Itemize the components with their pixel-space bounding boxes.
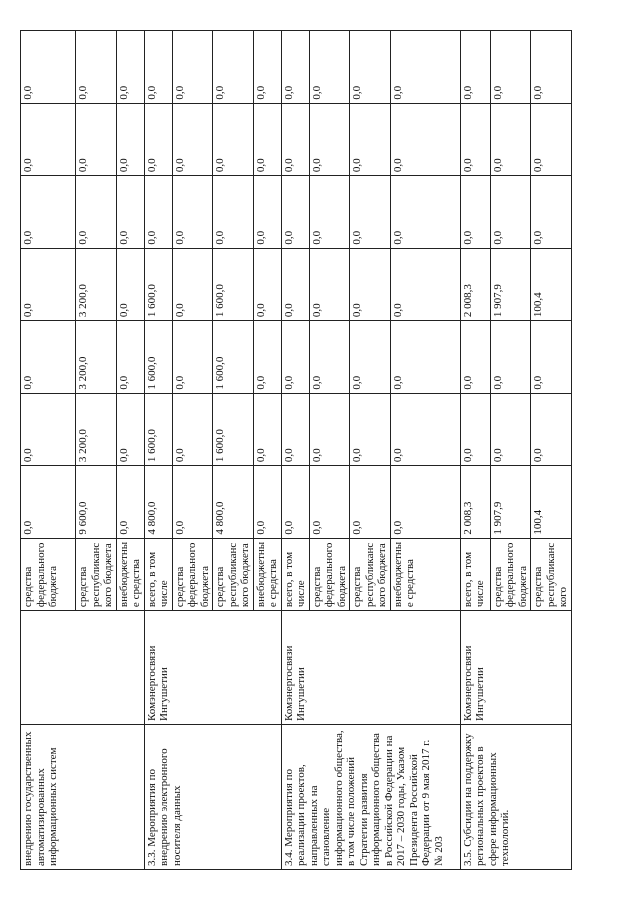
funding-source-cell: средства республиканского бюджета bbox=[350, 538, 391, 611]
amount-cell: 0,0 bbox=[281, 321, 309, 394]
amount-cell: 0,0 bbox=[253, 393, 281, 466]
funding-source-cell: внебюджетные средства bbox=[116, 538, 144, 611]
amount-cell: 0,0 bbox=[281, 393, 309, 466]
executor-cell: Комэнергосвязи Ингушетии bbox=[144, 611, 281, 725]
amount-cell: 0,0 bbox=[531, 103, 572, 176]
amount-cell: 0,0 bbox=[531, 31, 572, 104]
amount-cell: 0,0 bbox=[76, 176, 117, 249]
amount-cell: 0,0 bbox=[460, 31, 490, 104]
amount-cell: 0,0 bbox=[460, 103, 490, 176]
amount-cell: 0,0 bbox=[253, 248, 281, 321]
amount-cell: 0,0 bbox=[490, 176, 531, 249]
amount-cell: 3 200,0 bbox=[76, 248, 117, 321]
executor-cell: Комэнергосвязи Ингушетии bbox=[460, 611, 571, 725]
amount-cell: 0,0 bbox=[460, 321, 490, 394]
executor-cell bbox=[21, 611, 145, 725]
amount-cell: 4 800,0 bbox=[213, 466, 254, 539]
table-row bbox=[144, 31, 172, 870]
amount-cell: 100,4 bbox=[531, 248, 572, 321]
amount-cell: 0,0 bbox=[490, 393, 531, 466]
amount-cell: 0,0 bbox=[253, 321, 281, 394]
amount-cell: 0,0 bbox=[116, 31, 144, 104]
amount-cell: 1 600,0 bbox=[144, 393, 172, 466]
funding-source-cell: всего, в том числе bbox=[144, 538, 172, 611]
amount-cell: 1 907,9 bbox=[490, 248, 531, 321]
amount-cell: 1 600,0 bbox=[213, 321, 254, 394]
amount-cell: 0,0 bbox=[490, 31, 531, 104]
amount-cell: 0,0 bbox=[116, 248, 144, 321]
amount-cell: 0,0 bbox=[144, 103, 172, 176]
amount-cell: 0,0 bbox=[21, 103, 76, 176]
amount-cell: 0,0 bbox=[350, 248, 391, 321]
amount-cell: 0,0 bbox=[172, 393, 213, 466]
amount-cell: 1 907,9 bbox=[490, 466, 531, 539]
amount-cell: 0,0 bbox=[21, 176, 76, 249]
amount-cell: 0,0 bbox=[350, 393, 391, 466]
amount-cell: 0,0 bbox=[21, 393, 76, 466]
amount-cell: 0,0 bbox=[21, 248, 76, 321]
amount-cell: 3 200,0 bbox=[76, 321, 117, 394]
table-row bbox=[460, 31, 490, 870]
amount-cell: 0,0 bbox=[253, 176, 281, 249]
funding-source-cell: средства республиканского bbox=[531, 538, 572, 611]
amount-cell: 0,0 bbox=[309, 31, 350, 104]
amount-cell: 2 008,3 bbox=[460, 466, 490, 539]
amount-cell: 0,0 bbox=[144, 31, 172, 104]
amount-cell: 0,0 bbox=[253, 466, 281, 539]
amount-cell: 0,0 bbox=[390, 248, 460, 321]
amount-cell: 1 600,0 bbox=[144, 321, 172, 394]
funding-source-cell: средства республиканского бюджета bbox=[213, 538, 254, 611]
amount-cell: 0,0 bbox=[281, 466, 309, 539]
amount-cell: 0,0 bbox=[281, 103, 309, 176]
table-row bbox=[21, 31, 76, 870]
amount-cell: 0,0 bbox=[390, 393, 460, 466]
amount-cell: 0,0 bbox=[390, 321, 460, 394]
funding-source-cell: всего, в том числе bbox=[460, 538, 490, 611]
amount-cell: 0,0 bbox=[460, 176, 490, 249]
budget-table bbox=[20, 30, 572, 870]
amount-cell: 0,0 bbox=[531, 393, 572, 466]
amount-cell: 9 600,0 bbox=[76, 466, 117, 539]
table-row bbox=[281, 31, 309, 870]
amount-cell: 0,0 bbox=[309, 466, 350, 539]
amount-cell: 100,4 bbox=[531, 466, 572, 539]
funding-source-cell: средства федерального бюджета bbox=[21, 538, 76, 611]
amount-cell: 0,0 bbox=[390, 103, 460, 176]
amount-cell: 0,0 bbox=[21, 321, 76, 394]
amount-cell: 0,0 bbox=[213, 31, 254, 104]
table-body bbox=[21, 31, 572, 870]
amount-cell: 0,0 bbox=[309, 321, 350, 394]
funding-source-cell: внебюджетные средства bbox=[390, 538, 460, 611]
amount-cell: 0,0 bbox=[390, 31, 460, 104]
amount-cell: 3 200,0 bbox=[76, 393, 117, 466]
amount-cell: 0,0 bbox=[350, 321, 391, 394]
amount-cell: 0,0 bbox=[172, 321, 213, 394]
amount-cell: 0,0 bbox=[309, 248, 350, 321]
amount-cell: 0,0 bbox=[531, 321, 572, 394]
rotated-table-container bbox=[20, 30, 620, 870]
amount-cell: 0,0 bbox=[531, 176, 572, 249]
amount-cell: 1 600,0 bbox=[213, 248, 254, 321]
amount-cell: 0,0 bbox=[213, 103, 254, 176]
funding-source-cell: средства федерального бюджета bbox=[309, 538, 350, 611]
amount-cell: 0,0 bbox=[309, 103, 350, 176]
funding-source-cell: средства федерального бюджета bbox=[172, 538, 213, 611]
activity-name-cell: 3.5. Субсидии на поддержку региональных проектов в сфере информационных технологий. bbox=[460, 725, 571, 870]
amount-cell: 0,0 bbox=[490, 321, 531, 394]
amount-cell: 0,0 bbox=[350, 176, 391, 249]
amount-cell: 0,0 bbox=[350, 466, 391, 539]
amount-cell: 0,0 bbox=[172, 466, 213, 539]
amount-cell: 0,0 bbox=[460, 393, 490, 466]
amount-cell: 0,0 bbox=[253, 103, 281, 176]
amount-cell: 0,0 bbox=[172, 31, 213, 104]
amount-cell: 0,0 bbox=[390, 176, 460, 249]
amount-cell: 0,0 bbox=[281, 176, 309, 249]
amount-cell: 0,0 bbox=[21, 466, 76, 539]
amount-cell: 0,0 bbox=[281, 248, 309, 321]
amount-cell: 0,0 bbox=[172, 176, 213, 249]
amount-cell: 0,0 bbox=[172, 248, 213, 321]
amount-cell: 0,0 bbox=[76, 31, 117, 104]
amount-cell: 0,0 bbox=[21, 31, 76, 104]
amount-cell: 0,0 bbox=[76, 103, 117, 176]
amount-cell: 2 008,3 bbox=[460, 248, 490, 321]
activity-name-cell: 3.4. Мероприятия по реализации проектов, направленных на становление информационного общества, в том числе положений Стратегии развития информационного общества в Российской Федерации на 2017 – 2030 годы, Указом Президента Российской Федерации от 9 мая 2017 г. № 203 bbox=[281, 725, 460, 870]
amount-cell: 0,0 bbox=[309, 176, 350, 249]
amount-cell: 0,0 bbox=[116, 321, 144, 394]
activity-name-cell: 3.3. Мероприятия по внедрению электронного носителя данных bbox=[144, 725, 281, 870]
amount-cell: 0,0 bbox=[116, 393, 144, 466]
amount-cell: 0,0 bbox=[116, 103, 144, 176]
amount-cell: 0,0 bbox=[309, 393, 350, 466]
funding-source-cell: внебюджетные средства bbox=[253, 538, 281, 611]
amount-cell: 0,0 bbox=[350, 31, 391, 104]
funding-source-cell: средства республиканского бюджета bbox=[76, 538, 117, 611]
executor-cell: Комэнергосвязи Ингушетии bbox=[281, 611, 460, 725]
funding-source-cell: средства федерального бюджета bbox=[490, 538, 531, 611]
amount-cell: 0,0 bbox=[350, 103, 391, 176]
funding-source-cell: всего, в том числе bbox=[281, 538, 309, 611]
amount-cell: 0,0 bbox=[172, 103, 213, 176]
amount-cell: 0,0 bbox=[253, 31, 281, 104]
amount-cell: 1 600,0 bbox=[144, 248, 172, 321]
amount-cell: 0,0 bbox=[490, 103, 531, 176]
amount-cell: 0,0 bbox=[390, 466, 460, 539]
amount-cell: 4 800,0 bbox=[144, 466, 172, 539]
amount-cell: 0,0 bbox=[213, 176, 254, 249]
amount-cell: 0,0 bbox=[281, 31, 309, 104]
amount-cell: 0,0 bbox=[116, 176, 144, 249]
activity-name-cell: внедрению государственных автоматизированных информационных систем bbox=[21, 725, 145, 870]
amount-cell: 0,0 bbox=[116, 466, 144, 539]
amount-cell: 0,0 bbox=[144, 176, 172, 249]
amount-cell: 1 600,0 bbox=[213, 393, 254, 466]
